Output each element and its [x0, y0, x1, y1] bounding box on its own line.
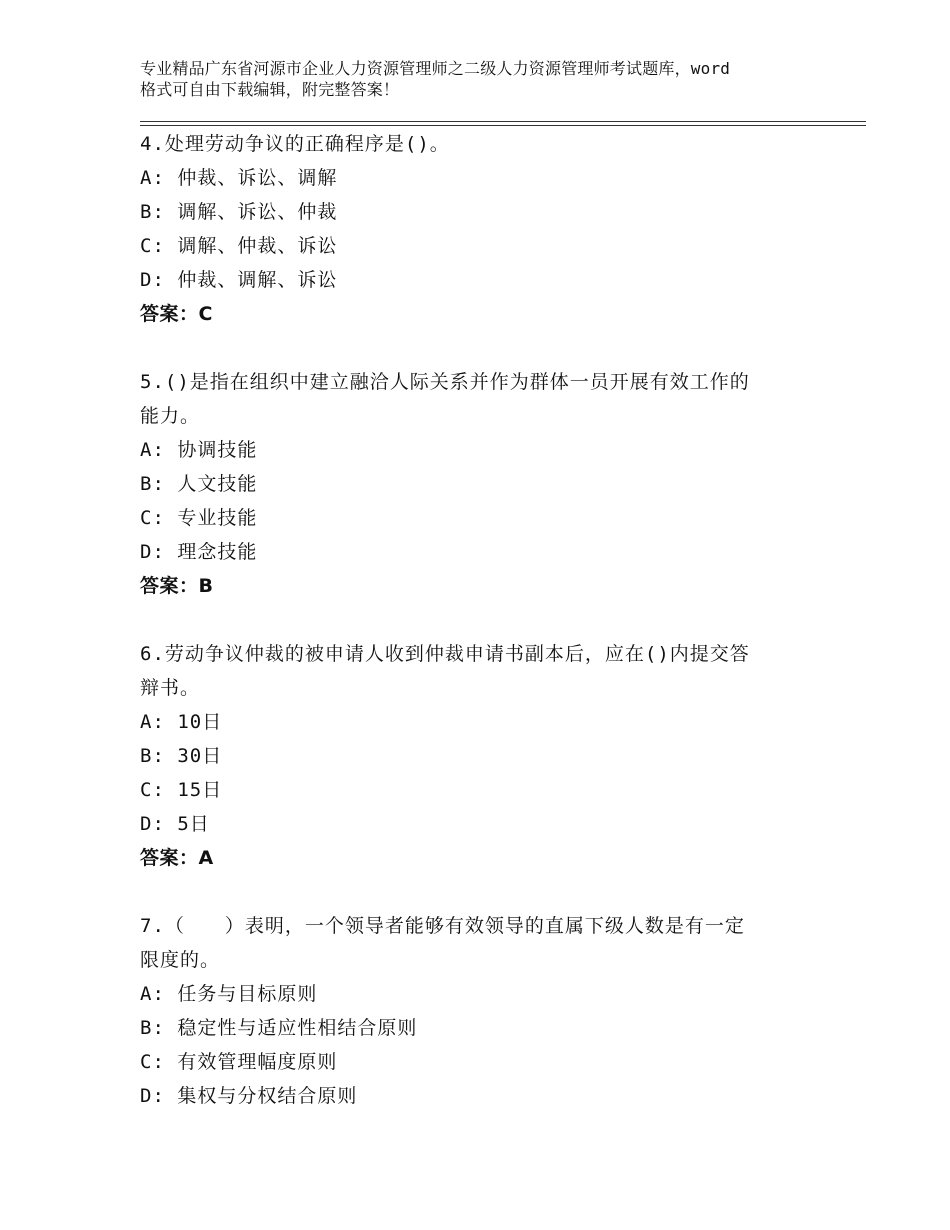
- answer-label: 答案：A: [140, 847, 214, 869]
- question-stem: 7.（ ）表明，一个领导者能够有效领导的直属下级人数是有一定: [140, 915, 745, 937]
- question-block: [140, 127, 820, 331]
- header-divider-top: [140, 121, 866, 122]
- option-d: D: 5日: [140, 813, 210, 835]
- option-b: B: 人文技能: [140, 473, 258, 495]
- header-line-1: 专业精品广东省河源市企业人力资源管理师之二级人力资源管理师考试题库，word: [140, 59, 731, 78]
- question-stem-continued: 限度的。: [140, 949, 221, 971]
- document-header: [140, 58, 840, 100]
- option-a: A: 协调技能: [140, 439, 258, 461]
- option-c: C: 有效管理幅度原则: [140, 1051, 338, 1073]
- question-stem: 5.()是指在组织中建立融洽人际关系并作为群体一员开展有效工作的: [140, 371, 750, 393]
- question-stem-continued: 辩书。: [140, 677, 201, 699]
- option-b: B: 30日: [140, 745, 223, 767]
- question-spacer: [140, 603, 820, 637]
- question-spacer: [140, 331, 820, 365]
- option-c: C: 15日: [140, 779, 223, 801]
- question-stem-continued: 能力。: [140, 405, 201, 427]
- option-d: D: 仲裁、调解、诉讼: [140, 269, 338, 291]
- option-c: C: 调解、仲裁、诉讼: [140, 235, 338, 257]
- question-block: [140, 909, 820, 1113]
- question-list: [140, 127, 820, 1113]
- option-a: A: 任务与目标原则: [140, 983, 318, 1005]
- option-b: B: 调解、诉讼、仲裁: [140, 201, 338, 223]
- option-d: D: 理念技能: [140, 541, 258, 563]
- question-block: [140, 637, 820, 875]
- answer-label: 答案：B: [140, 575, 214, 597]
- question-spacer: [140, 875, 820, 909]
- option-b: B: 稳定性与适应性相结合原则: [140, 1017, 418, 1039]
- option-a: A: 仲裁、诉讼、调解: [140, 167, 338, 189]
- question-stem: 6.劳动争议仲裁的被申请人收到仲裁申请书副本后，应在()内提交答: [140, 643, 750, 665]
- header-line-2: 格式可自由下载编辑，附完整答案！: [140, 80, 400, 99]
- option-d: D: 集权与分权结合原则: [140, 1085, 358, 1107]
- option-c: C: 专业技能: [140, 507, 258, 529]
- question-stem: 4.处理劳动争议的正确程序是()。: [140, 133, 450, 155]
- question-block: [140, 365, 820, 603]
- option-a: A: 10日: [140, 711, 223, 733]
- answer-label: 答案：C: [140, 303, 213, 325]
- header-divider-bottom: [140, 125, 866, 126]
